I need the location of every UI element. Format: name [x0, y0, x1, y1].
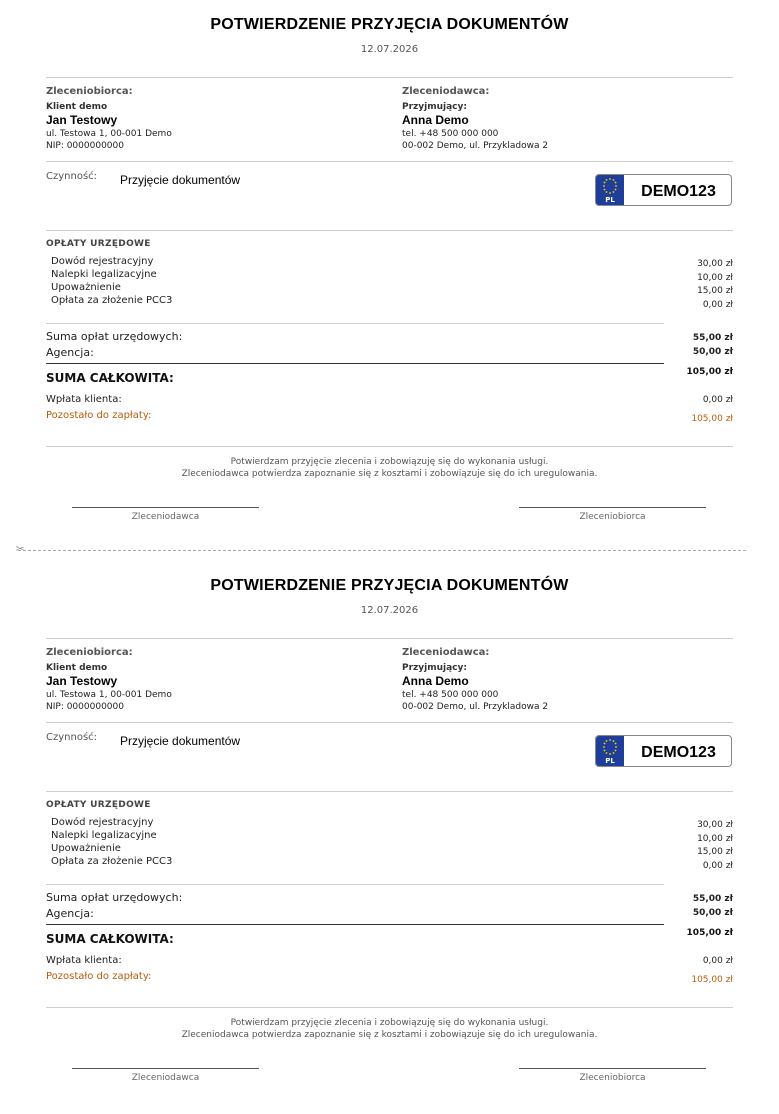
- divider: [46, 161, 733, 162]
- fee-name: Opłata za złożenie PCC3: [51, 856, 173, 867]
- contractor-address: 00-002 Demo, ul. Przykladowa 2: [402, 702, 549, 712]
- fee-name: Dowód rejestracyjny: [51, 817, 154, 828]
- total-value: 105,00 zł: [686, 928, 733, 938]
- client-block: [46, 647, 386, 712]
- agency-value: 50,00 zł: [692, 347, 733, 357]
- signature-label-left: Zleceniodawca: [131, 1073, 200, 1083]
- contractor-address: 00-002 Demo, ul. Przykladowa 2: [402, 141, 549, 151]
- client-address: ul. Testowa 1, 00-001 Demo: [46, 690, 172, 700]
- divider: [46, 230, 733, 231]
- contractor-block: [402, 86, 742, 151]
- contractor-block: [402, 647, 742, 712]
- divider: [46, 722, 733, 723]
- client-address: ul. Testowa 1, 00-001 Demo: [46, 129, 172, 139]
- agency-label: Agencja:: [46, 907, 94, 920]
- scissors-icon: ✂: [16, 544, 25, 555]
- fee-value: 0,00 zł: [702, 300, 733, 310]
- plate-number: DEMO123: [641, 183, 716, 200]
- agency-value: 50,00 zł: [692, 908, 733, 918]
- fee-value: 30,00 zł: [697, 259, 733, 269]
- signature-line: [72, 507, 259, 508]
- fees-sum-label: Suma opłat urzędowych:: [46, 330, 183, 343]
- signature-label-right: Zleceniobiorca: [579, 1073, 646, 1083]
- fees-sum-value: 55,00 zł: [692, 894, 733, 904]
- client-nip: NIP: 0000000000: [46, 141, 124, 151]
- fees-heading: OPŁATY URZĘDOWE: [46, 239, 151, 249]
- activity-label: Czynność:: [46, 171, 98, 182]
- fee-value: 15,00 zł: [697, 847, 733, 857]
- divider: [46, 77, 733, 78]
- total-label: SUMA CAŁKOWITA:: [46, 371, 174, 385]
- contractor-name: Anna Demo: [402, 113, 469, 127]
- remaining-label: Pozostało do zapłaty:: [46, 410, 152, 421]
- fees-sum-value: 55,00 zł: [692, 333, 733, 343]
- client-name: Jan Testowy: [46, 113, 118, 127]
- activity-value: Przyjęcie dokumentów: [120, 173, 241, 187]
- total-label: SUMA CAŁKOWITA:: [46, 932, 174, 946]
- fee-value: 0,00 zł: [702, 861, 733, 871]
- remaining-value: 105,00 zł: [691, 975, 733, 985]
- signature-line: [72, 1068, 259, 1069]
- eu-flag-icon: [596, 175, 624, 205]
- confirmation-line: Zleceniodawca potwierdza zapoznanie się z kosztami i zobowiązuje się do ich uregulowania.: [181, 1030, 598, 1040]
- receipt-copy-2: [0, 561, 779, 1114]
- plate-country: PL: [605, 196, 615, 204]
- confirmation-line: Potwierdzam przyjęcie zlecenia i zobowiązuję się do wykonania usługi.: [230, 1018, 549, 1028]
- divider: [46, 791, 733, 792]
- divider: [46, 1007, 733, 1008]
- license-plate: [595, 735, 732, 767]
- divider: [46, 638, 733, 639]
- confirmation-line: Zleceniodawca potwierdza zapoznanie się z kosztami i zobowiązuje się do ich uregulowania.: [181, 469, 598, 479]
- paid-value: 0,00 zł: [702, 956, 733, 966]
- document-date: 12.07.2026: [360, 44, 419, 55]
- signature-line: [519, 507, 706, 508]
- client-type: Klient demo: [46, 102, 108, 112]
- paid-label: Wpłata klienta:: [46, 955, 122, 966]
- fee-name: Upoważnienie: [51, 282, 121, 293]
- fee-name: Nalepki legalizacyjne: [51, 269, 157, 280]
- contractor-heading: Zleceniodawca:: [402, 647, 490, 658]
- fee-value: 10,00 zł: [697, 273, 733, 283]
- divider: [46, 924, 664, 925]
- contractor-phone: tel. +48 500 000 000: [402, 129, 499, 139]
- divider: [46, 446, 733, 447]
- divider: [46, 363, 664, 364]
- fee-value: 30,00 zł: [697, 820, 733, 830]
- contractor-phone: tel. +48 500 000 000: [402, 690, 499, 700]
- license-plate: [595, 174, 732, 206]
- fee-name: Opłata za złożenie PCC3: [51, 295, 173, 306]
- fee-name: Nalepki legalizacyjne: [51, 830, 157, 841]
- document-date: 12.07.2026: [360, 605, 419, 616]
- contractor-role: Przyjmujący:: [402, 102, 467, 112]
- document-title: POTWIERDZENIE PRZYJĘCIA DOKUMENTÓW: [210, 16, 569, 33]
- fees-heading: OPŁATY URZĘDOWE: [46, 800, 151, 810]
- contractor-heading: Zleceniodawca:: [402, 86, 490, 97]
- client-name: Jan Testowy: [46, 674, 118, 688]
- total-value: 105,00 zł: [686, 367, 733, 377]
- activity-label: Czynność:: [46, 732, 98, 743]
- fee-value: 15,00 zł: [697, 286, 733, 296]
- fee-name: Dowód rejestracyjny: [51, 256, 154, 267]
- confirmation-line: Potwierdzam przyjęcie zlecenia i zobowiązuję się do wykonania usługi.: [230, 457, 549, 467]
- cut-line: [18, 550, 746, 551]
- client-type: Klient demo: [46, 663, 108, 673]
- receipt-copy-1: [0, 0, 779, 553]
- client-heading: Zleceniobiorca:: [46, 647, 133, 658]
- plate-number: DEMO123: [641, 744, 716, 761]
- remaining-value: 105,00 zł: [691, 414, 733, 424]
- remaining-label: Pozostało do zapłaty:: [46, 971, 152, 982]
- client-block: [46, 86, 386, 151]
- fees-sum-label: Suma opłat urzędowych:: [46, 891, 183, 904]
- plate-country: PL: [605, 757, 615, 765]
- agency-label: Agencja:: [46, 346, 94, 359]
- contractor-name: Anna Demo: [402, 674, 469, 688]
- signature-label-left: Zleceniodawca: [131, 512, 200, 522]
- eu-flag-icon: [596, 736, 624, 766]
- divider: [46, 884, 664, 885]
- activity-value: Przyjęcie dokumentów: [120, 734, 241, 748]
- signature-line: [519, 1068, 706, 1069]
- divider: [46, 323, 664, 324]
- fee-value: 10,00 zł: [697, 834, 733, 844]
- paid-value: 0,00 zł: [702, 395, 733, 405]
- paid-label: Wpłata klienta:: [46, 394, 122, 405]
- client-heading: Zleceniobiorca:: [46, 86, 133, 97]
- signature-label-right: Zleceniobiorca: [579, 512, 646, 522]
- fee-name: Upoważnienie: [51, 843, 121, 854]
- contractor-role: Przyjmujący:: [402, 663, 467, 673]
- client-nip: NIP: 0000000000: [46, 702, 124, 712]
- document-title: POTWIERDZENIE PRZYJĘCIA DOKUMENTÓW: [210, 577, 569, 594]
